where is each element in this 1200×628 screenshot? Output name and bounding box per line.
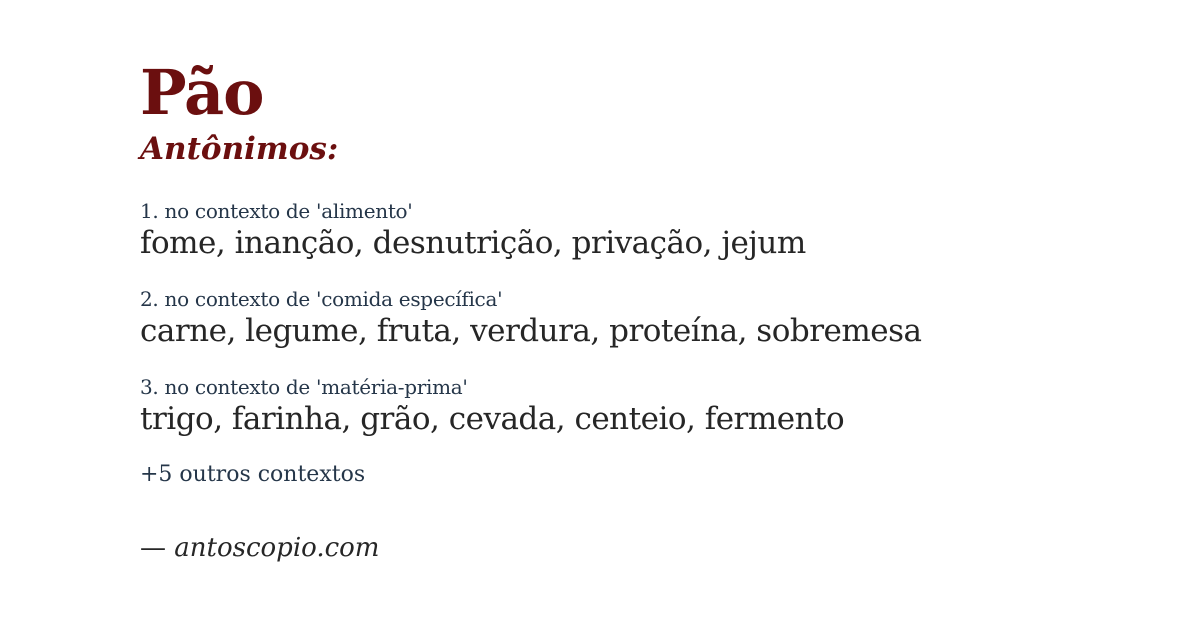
context-1-antonyms: fome, inanção, desnutrição, privação, jejum — [140, 225, 806, 261]
antonyms-section-title: Antônimos: — [140, 131, 339, 167]
attribution-site-link[interactable]: antoscopio.com — [174, 533, 380, 563]
context-2-antonyms: carne, legume, fruta, verdura, proteína, sobremesa — [140, 313, 922, 349]
context-2-label: 2. no contexto de 'comida específica' — [140, 287, 503, 311]
context-3-label: 3. no contexto de 'matéria-prima' — [140, 375, 468, 399]
attribution — [140, 532, 379, 564]
attribution-dash: — — [140, 533, 175, 563]
context-3-antonyms: trigo, farinha, grão, cevada, centeio, fermento — [140, 401, 845, 437]
context-1-label: 1. no contexto de 'alimento' — [140, 199, 413, 223]
more-contexts-link[interactable]: +5 outros contextos — [140, 462, 366, 487]
headword-title: Pão — [140, 56, 264, 129]
